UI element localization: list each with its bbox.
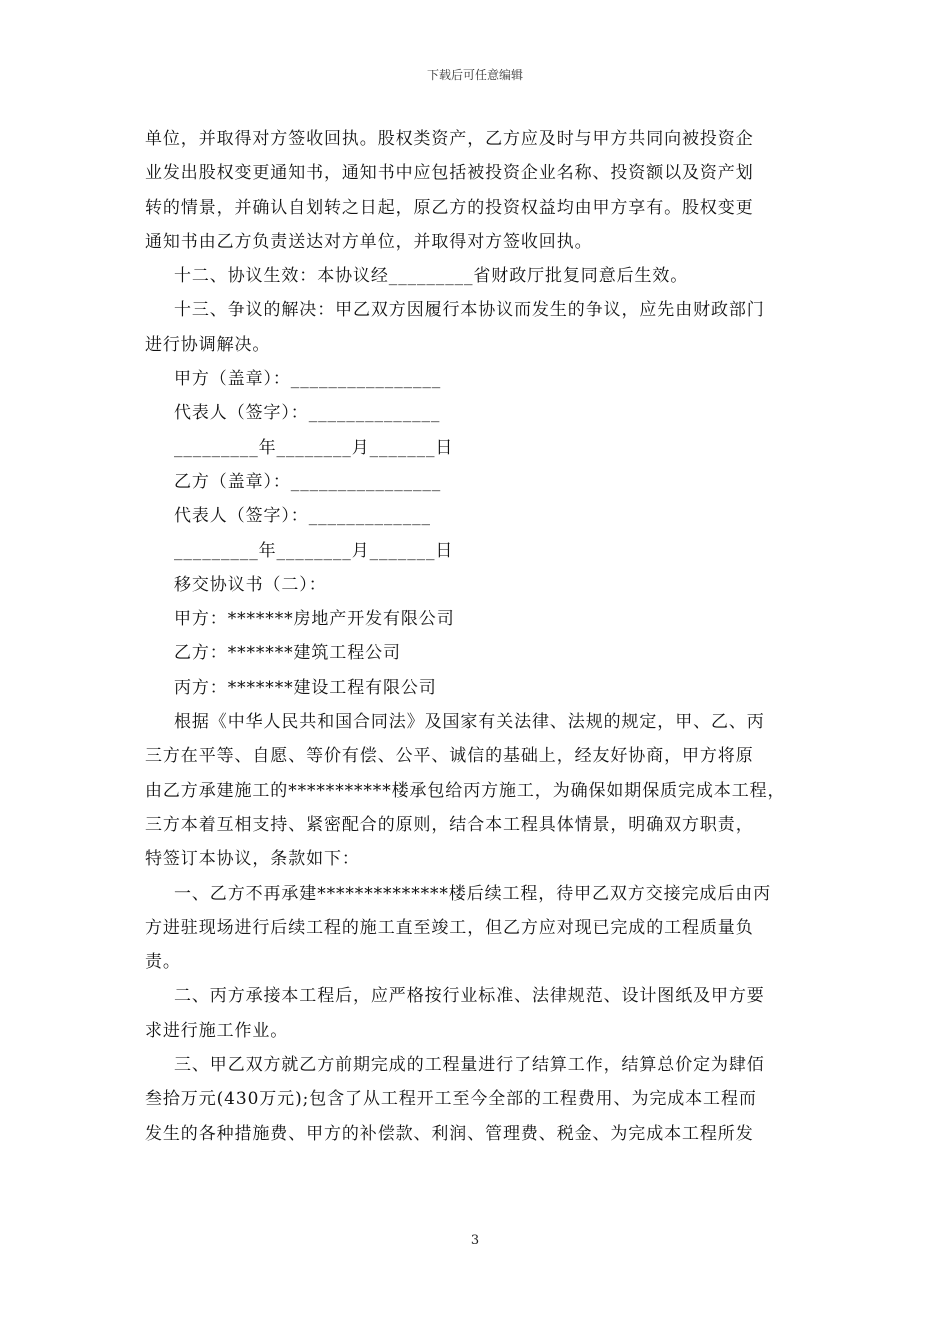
text-line: _________年________月_______日 bbox=[174, 540, 454, 561]
text-line: 特签订本协议，条款如下： bbox=[145, 849, 360, 870]
text-line: 三、甲乙双方就乙方前期完成的工程量进行了结算工作，结算总价定为肆佰 bbox=[174, 1055, 765, 1076]
text-line: 甲方：*******房地产开发有限公司 bbox=[174, 609, 455, 630]
document-body bbox=[145, 122, 815, 1151]
text-line: 单位，并取得对方签收回执。股权类资产，乙方应及时与甲方共同向被投资企 bbox=[145, 129, 754, 149]
text-line: 一、乙方不再承建**************楼后续工程，待甲乙双方交接完成后由丙 bbox=[174, 883, 771, 904]
text-line: 根据《中华人民共和国合同法》及国家有关法律、法规的规定，甲、乙、丙 bbox=[174, 712, 765, 733]
page-number: 3 bbox=[470, 1233, 480, 1248]
text-line: 责。 bbox=[145, 952, 181, 973]
text-line: 移交协议书（二）： bbox=[174, 574, 327, 595]
text-line: 三方在平等、自愿、等价有偿、公平、诚信的基础上，经友好协商，甲方将原 bbox=[145, 746, 754, 767]
text-line: 发生的各种措施费、甲方的补偿款、利润、管理费、税金、为完成本工程所发 bbox=[145, 1123, 754, 1144]
text-line: 进行协调解决。 bbox=[145, 334, 271, 355]
text-line: 转的情景，并确认自划转之日起，原乙方的投资权益均由甲方享有。股权变更 bbox=[145, 197, 754, 218]
text-line: 通知书由乙方负责送达对方单位，并取得对方签收回执。 bbox=[145, 231, 593, 252]
text-line: 由乙方承建施工的***********楼承包给丙方施工，为确保如期保质完成本工程， bbox=[145, 780, 786, 801]
text-line: _________年________月_______日 bbox=[174, 437, 454, 458]
text-line: 求进行施工作业。 bbox=[145, 1020, 289, 1041]
text-line: 甲方（盖章）：________________ bbox=[174, 369, 442, 390]
text-line: 十三、争议的解决：甲乙双方因履行本协议而发生的争议，应先由财政部门 bbox=[174, 300, 765, 321]
text-line: 代表人（签字）：_____________ bbox=[174, 506, 431, 527]
page-header: 下载后可任意编辑 bbox=[426, 68, 523, 82]
text-line: 丙方：*******建设工程有限公司 bbox=[174, 677, 437, 698]
text-line: 二、丙方承接本工程后，应严格按行业标准、法律规范、设计图纸及甲方要 bbox=[174, 986, 765, 1007]
text-line: 代表人（签字）：______________ bbox=[174, 403, 441, 424]
text-line: 业发出股权变更通知书，通知书中应包括被投资企业名称、投资额以及资产划 bbox=[145, 163, 754, 184]
text-line: 叁拾万元(430万元);包含了从工程开工至今全部的工程费用、为完成本工程而 bbox=[145, 1089, 757, 1110]
text-line: 三方本着互相支持、紧密配合的原则，结合本工程具体情景，明确双方职责， bbox=[145, 814, 754, 835]
text-line: 乙方：*******建筑工程公司 bbox=[174, 643, 401, 664]
text-line: 十二、协议生效：本协议经_________省财政厅批复同意后生效。 bbox=[174, 266, 689, 287]
text-line: 方进驻现场进行后续工程的施工直至竣工，但乙方应对现已完成的工程质量负 bbox=[145, 917, 754, 938]
text-line: 乙方（盖章）：________________ bbox=[174, 471, 442, 492]
